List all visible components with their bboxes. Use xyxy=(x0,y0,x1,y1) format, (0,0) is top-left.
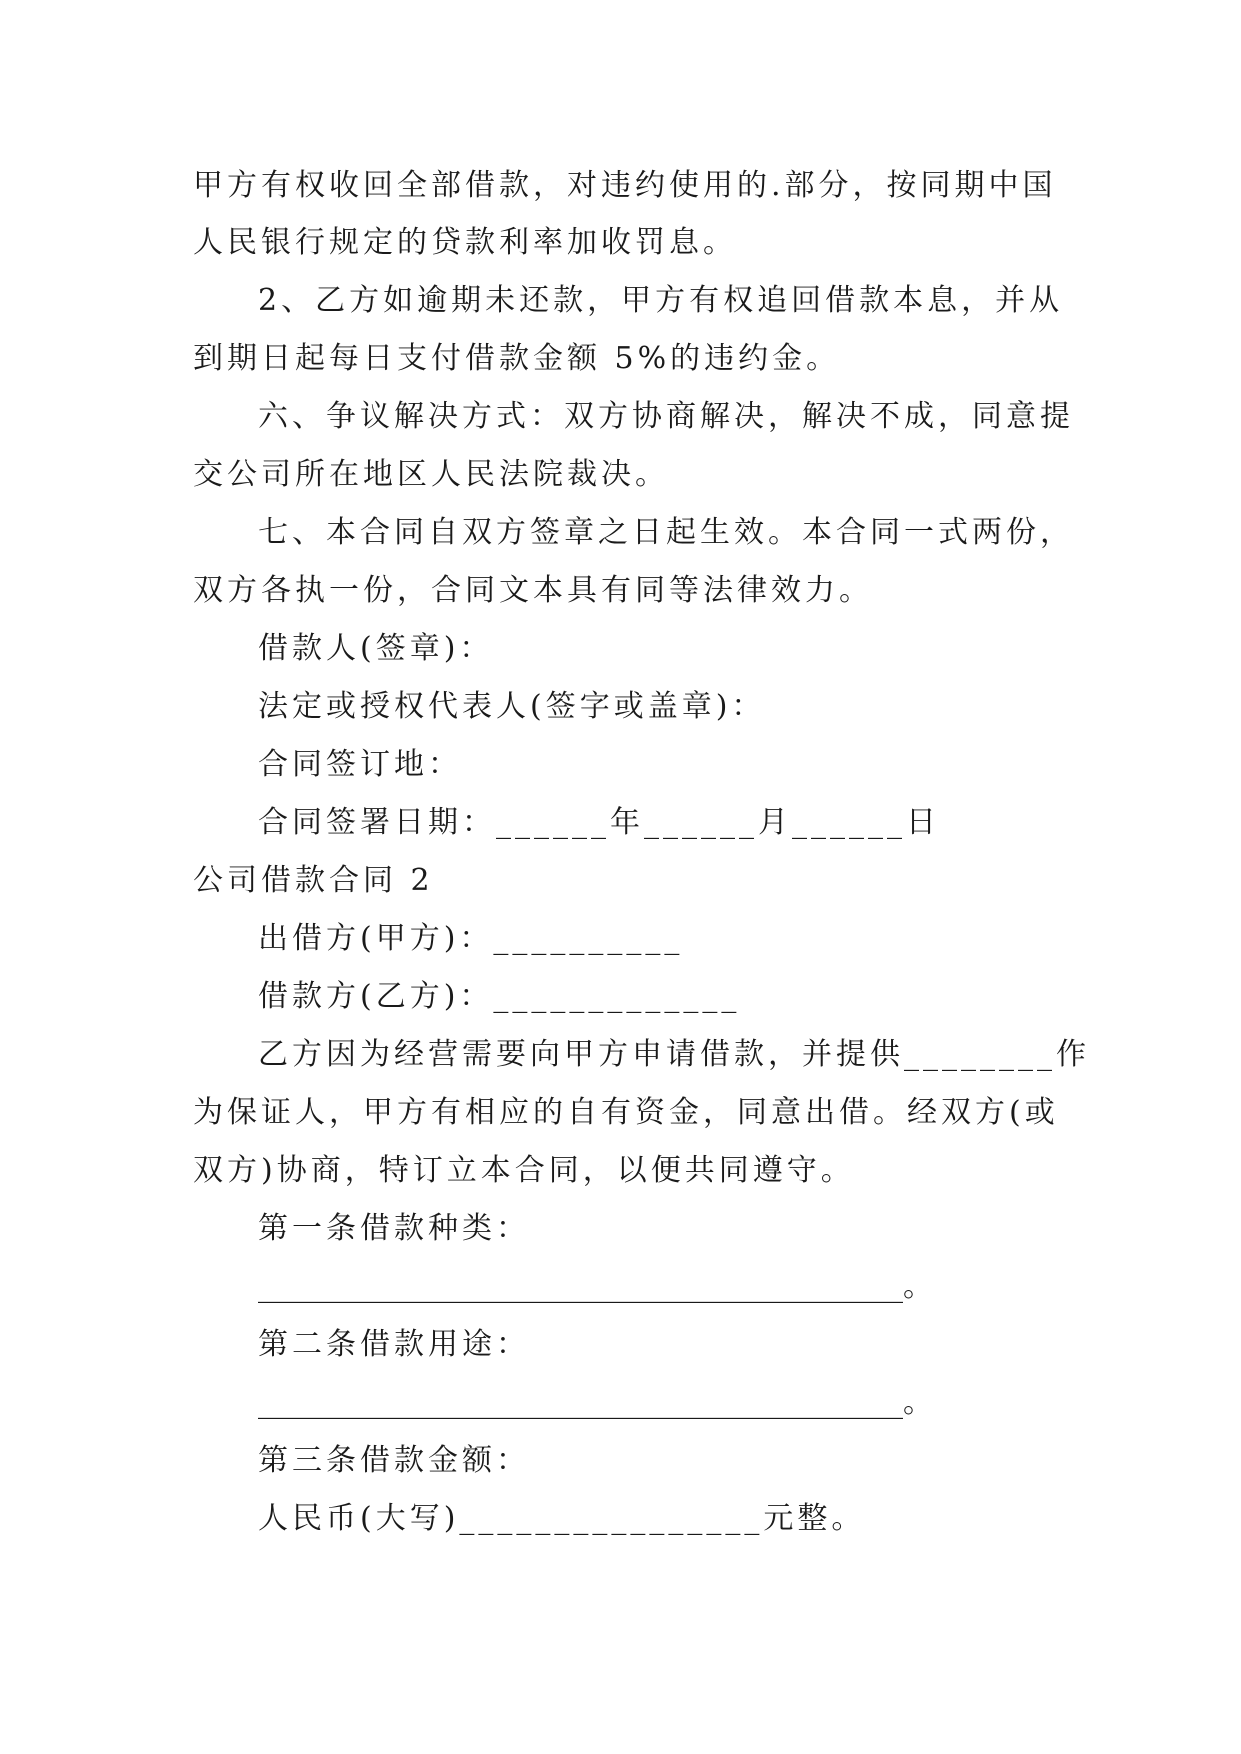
text-line: 到期日起每日支付借款金额 5%的违约金。 xyxy=(193,341,841,376)
contract-place-label: 合同签订地： xyxy=(258,747,462,782)
text-line: 双方各执一份，合同文本具有同等法律效力。 xyxy=(193,573,873,608)
article-one-title: 第一条借款种类： xyxy=(258,1211,530,1246)
text-line: 交公司所在地区人民法院裁决。 xyxy=(193,457,669,492)
text-line: 2、乙方如逾期未还款，甲方有权追回借款本息，并从 xyxy=(258,283,1064,318)
text-line: 甲方有权收回全部借款，对违约使用的.部分，按同期中国 xyxy=(193,168,1057,203)
signature-label-borrower: 借款人(签章)： xyxy=(258,631,494,666)
text-line: 七、本合同自双方签章之日起生效。本合同一式两份， xyxy=(258,515,1074,550)
article-one-blank: ___________________________________________。 xyxy=(258,1269,933,1304)
amount-line: 人民币(大写)________________元整。 xyxy=(258,1501,866,1536)
borrower-line: 借款方(乙方)：_____________ xyxy=(258,979,741,1014)
text-line: 双方)协商，特订立本合同，以便共同遵守。 xyxy=(193,1153,855,1188)
text-line: 为保证人，甲方有相应的自有资金，同意出借。经双方(或 xyxy=(193,1095,1059,1130)
lender-line: 出借方(甲方)：__________ xyxy=(258,921,684,956)
article-two-title: 第二条借款用途： xyxy=(258,1327,530,1362)
section-title: 公司借款合同 2 xyxy=(193,863,434,898)
article-two-blank: ___________________________________________。 xyxy=(258,1385,933,1420)
signature-label-representative: 法定或授权代表人(签字或盖章)： xyxy=(258,689,766,724)
article-three-title: 第三条借款金额： xyxy=(258,1443,530,1478)
text-line: 人民银行规定的贷款利率加收罚息。 xyxy=(193,225,737,260)
text-line: 六、争议解决方式：双方协商解决，解决不成，同意提 xyxy=(258,399,1074,434)
text-line: 乙方因为经营需要向甲方申请借款，并提供________作 xyxy=(258,1037,1090,1072)
contract-date-line: 合同签署日期：______年______月______日 xyxy=(258,805,940,840)
